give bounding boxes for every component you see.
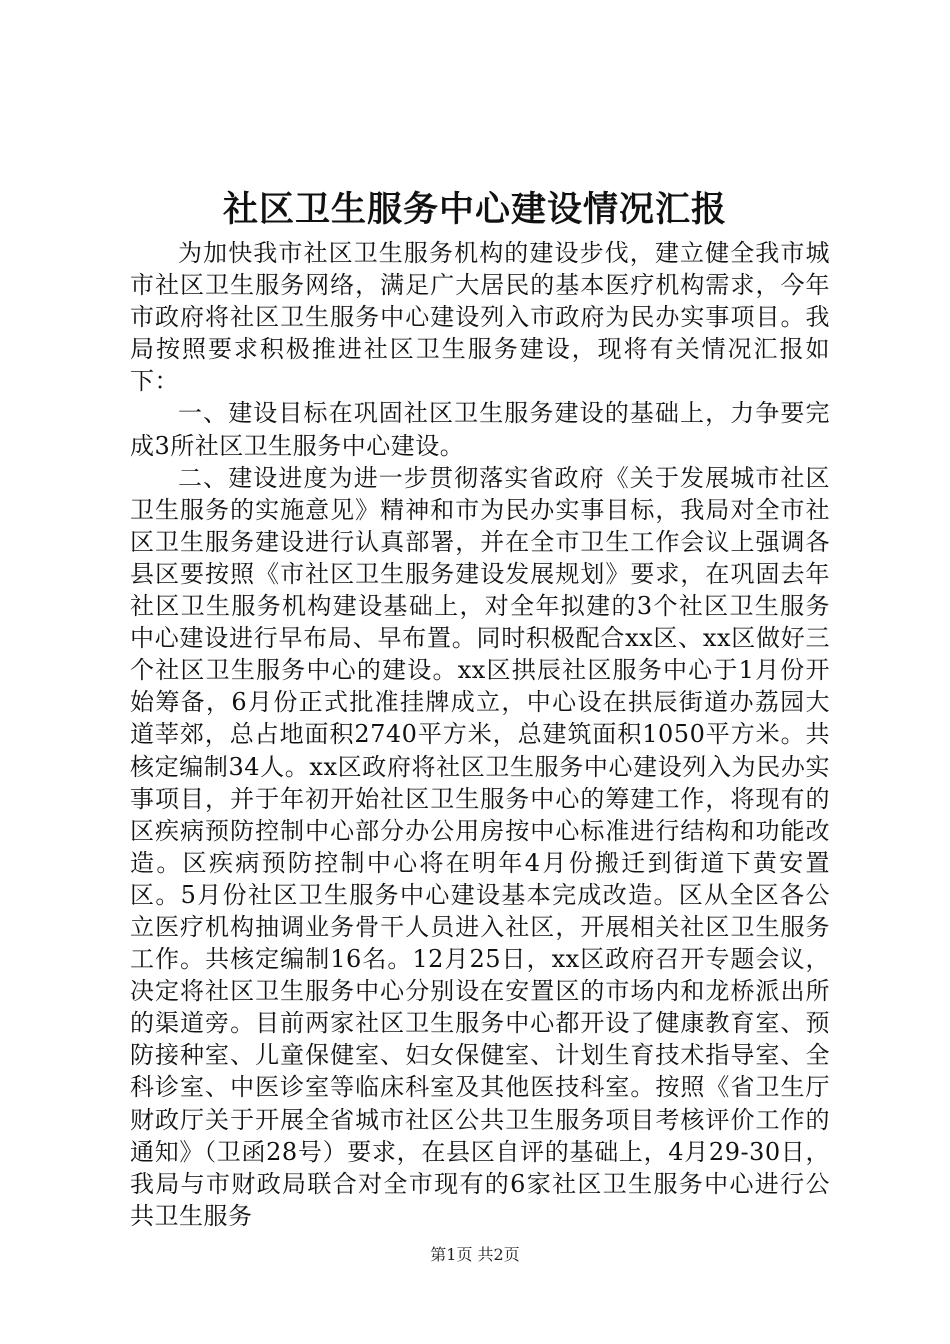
document-title: 社区卫生服务中心建设情况汇报 — [222, 189, 727, 230]
paragraph-goal: 一、建设目标在巩固社区卫生服务建设的基础上，力争要完成3所社区卫生服务中心建设。 — [130, 399, 830, 460]
paragraph-progress: 二、建设进度为进一步贯彻落实省政府《关于发展城市社区卫生服务的实施意见》精神和市为民办实事目标，我局对全市社区卫生服务建设进行认真部署，并在全市卫生工作会议上强调各县区要按照《市社区卫生服务建设发展规划》要求，在巩固去年社区卫生服务机构建设基础上，对全年拟建的3个社区卫生服务中心建设进行早布局、早布置。同时积极配合xx区、xx区做好三个社区卫生服务中心的建设。xx区拱辰社区服务中心于1月份开始筹备，6月份正式批准挂牌成立，中心设在拱辰街道办荔园大道莘郊，总占地面积2740平方米，总建筑面积1050平方米。共核定编制34人。xx区政府将社区卫生服务中心建设列入为民办实事项目，并于年初开始社区卫生服务中心的筹建工作，将现有的区疾病预防控制中心部分办公用房按中心标准进行结构和功能改造。区疾病预防控制中心将在明年4月份搬迁到街道下黄安置区。5月份社区卫生服务中心建设基本完成改造。区从全区各公立医疗机构抽调业务骨干人员进入社区，开展相关社区卫生服务工作。共核定编制16名。12月25日，xx区政府召开专题会议，决定将社区卫生服务中心分别设在安置区的市场内和龙桥派出所的渠道旁。目前两家社区卫生服务中心都开设了健康教育室、预防接种室、儿童保健室、妇女保健室、计划生育技术指导室、全科诊室、中医诊室等临床科室及其他医技科室。按照《省卫生厅财政厅关于开展全省城市社区公共卫生服务项目考核评价工作的通知》（卫函28号）要求，在县区自评的基础上，4月29-30日，我局与市财政局联合对全市现有的6家社区卫生服务中心进行公共卫生服务 — [130, 463, 830, 1230]
page-number: 第1页 共2页 — [430, 1245, 520, 1264]
paragraph-intro: 为加快我市社区卫生服务机构的建设步伐，建立健全我市城市社区卫生服务网络，满足广大居民的基本医疗机构需求，今年市政府将社区卫生服务中心建设列入市政府为民办实事项目。我局按照要求积极推进社区卫生服务建设，现将有关情况汇报如下： — [130, 239, 830, 396]
document-body — [130, 237, 830, 1232]
